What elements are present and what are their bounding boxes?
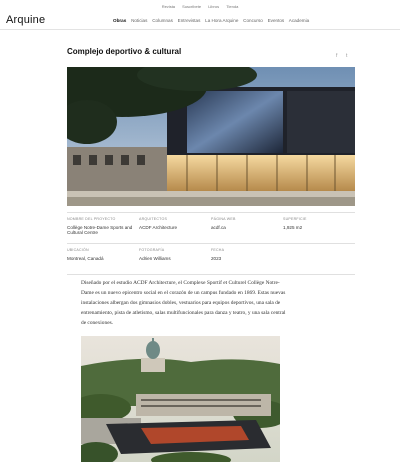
- info-value: Adrien Williams: [139, 256, 171, 261]
- article-body: Diseñado por el estudio ACDF Architecture, el Complexe Sportif et Culturel Collège Notre-Dame es un nuevo epicentro social en el corazón de un campus fundado en 1869. Estas nuevas instalaciones albergan dos gimnasios dobles, vestuarios para equipos deportivos, una sala de entrenamiento, pista de atletismo, salas multifuncionales para danza y teatro, y una sala central de conexiones.: [81, 280, 286, 326]
- nav-item-eventos[interactable]: Eventos: [267, 18, 285, 23]
- info-label: UBICACIÓN: [67, 248, 89, 252]
- info-label: FOTOGRAFÍA: [139, 248, 165, 252]
- campus-aerial-photo: [81, 336, 280, 462]
- hero-photo: [67, 67, 355, 206]
- nav-item-columnas[interactable]: Columnas: [152, 18, 173, 23]
- info-value: Montreal, Canadá: [67, 256, 104, 261]
- topbar-link-libros[interactable]: Libros: [208, 4, 220, 9]
- info-cell-website: [211, 213, 283, 243]
- info-cell-area: [283, 213, 355, 243]
- info-cell-project-name: [67, 213, 139, 243]
- top-utility-bar: [0, 4, 400, 9]
- info-cell-date: [211, 244, 283, 274]
- info-value[interactable]: acdf.ca: [211, 225, 226, 230]
- info-value: 2023: [211, 256, 222, 261]
- info-value: Collège Notre-Dame Sports and Cultural Centre: [67, 225, 133, 236]
- twitter-icon[interactable]: t: [346, 53, 348, 59]
- main-nav: [113, 18, 313, 23]
- nav-item-concurso[interactable]: Concurso: [243, 18, 263, 23]
- nav-item-la-hora-arquine[interactable]: La Hora Arquine: [205, 18, 239, 23]
- info-cell-photography: [139, 244, 211, 274]
- nav-item-entrevistas[interactable]: Entrevistas: [177, 18, 201, 23]
- info-label: ARQUITECTOS: [139, 217, 168, 221]
- topbar-link-revista[interactable]: Revista: [161, 4, 176, 9]
- article-title: Complejo deportivo & cultural: [67, 47, 182, 56]
- info-label: SUPERFICIE: [283, 217, 307, 221]
- info-cell-location: [67, 244, 139, 274]
- divider: [67, 274, 355, 275]
- info-label: NOMBRE DEL PROYECTO: [67, 217, 116, 221]
- info-row: [67, 212, 355, 243]
- nav-item-obras[interactable]: Obras: [113, 18, 127, 23]
- info-cell-empty: [283, 244, 355, 274]
- info-row: [67, 243, 355, 274]
- project-info-table: [67, 212, 355, 275]
- nav-item-noticias[interactable]: Noticias: [131, 18, 148, 23]
- info-cell-architects: [139, 213, 211, 243]
- info-label: FECHA: [211, 248, 225, 252]
- topbar-link-suscribete[interactable]: Suscribete: [182, 4, 202, 9]
- site-logo[interactable]: Arquine: [6, 14, 46, 26]
- nav-item-academia[interactable]: Academia: [288, 18, 310, 23]
- site-header: [0, 14, 400, 30]
- info-value: 1,925 m2: [283, 225, 303, 230]
- facebook-icon[interactable]: f: [336, 53, 338, 59]
- topbar-link-tienda[interactable]: Tienda: [226, 4, 239, 9]
- info-label: PÁGINA WEB: [211, 217, 236, 221]
- info-value[interactable]: ACDF Architecture: [139, 225, 178, 230]
